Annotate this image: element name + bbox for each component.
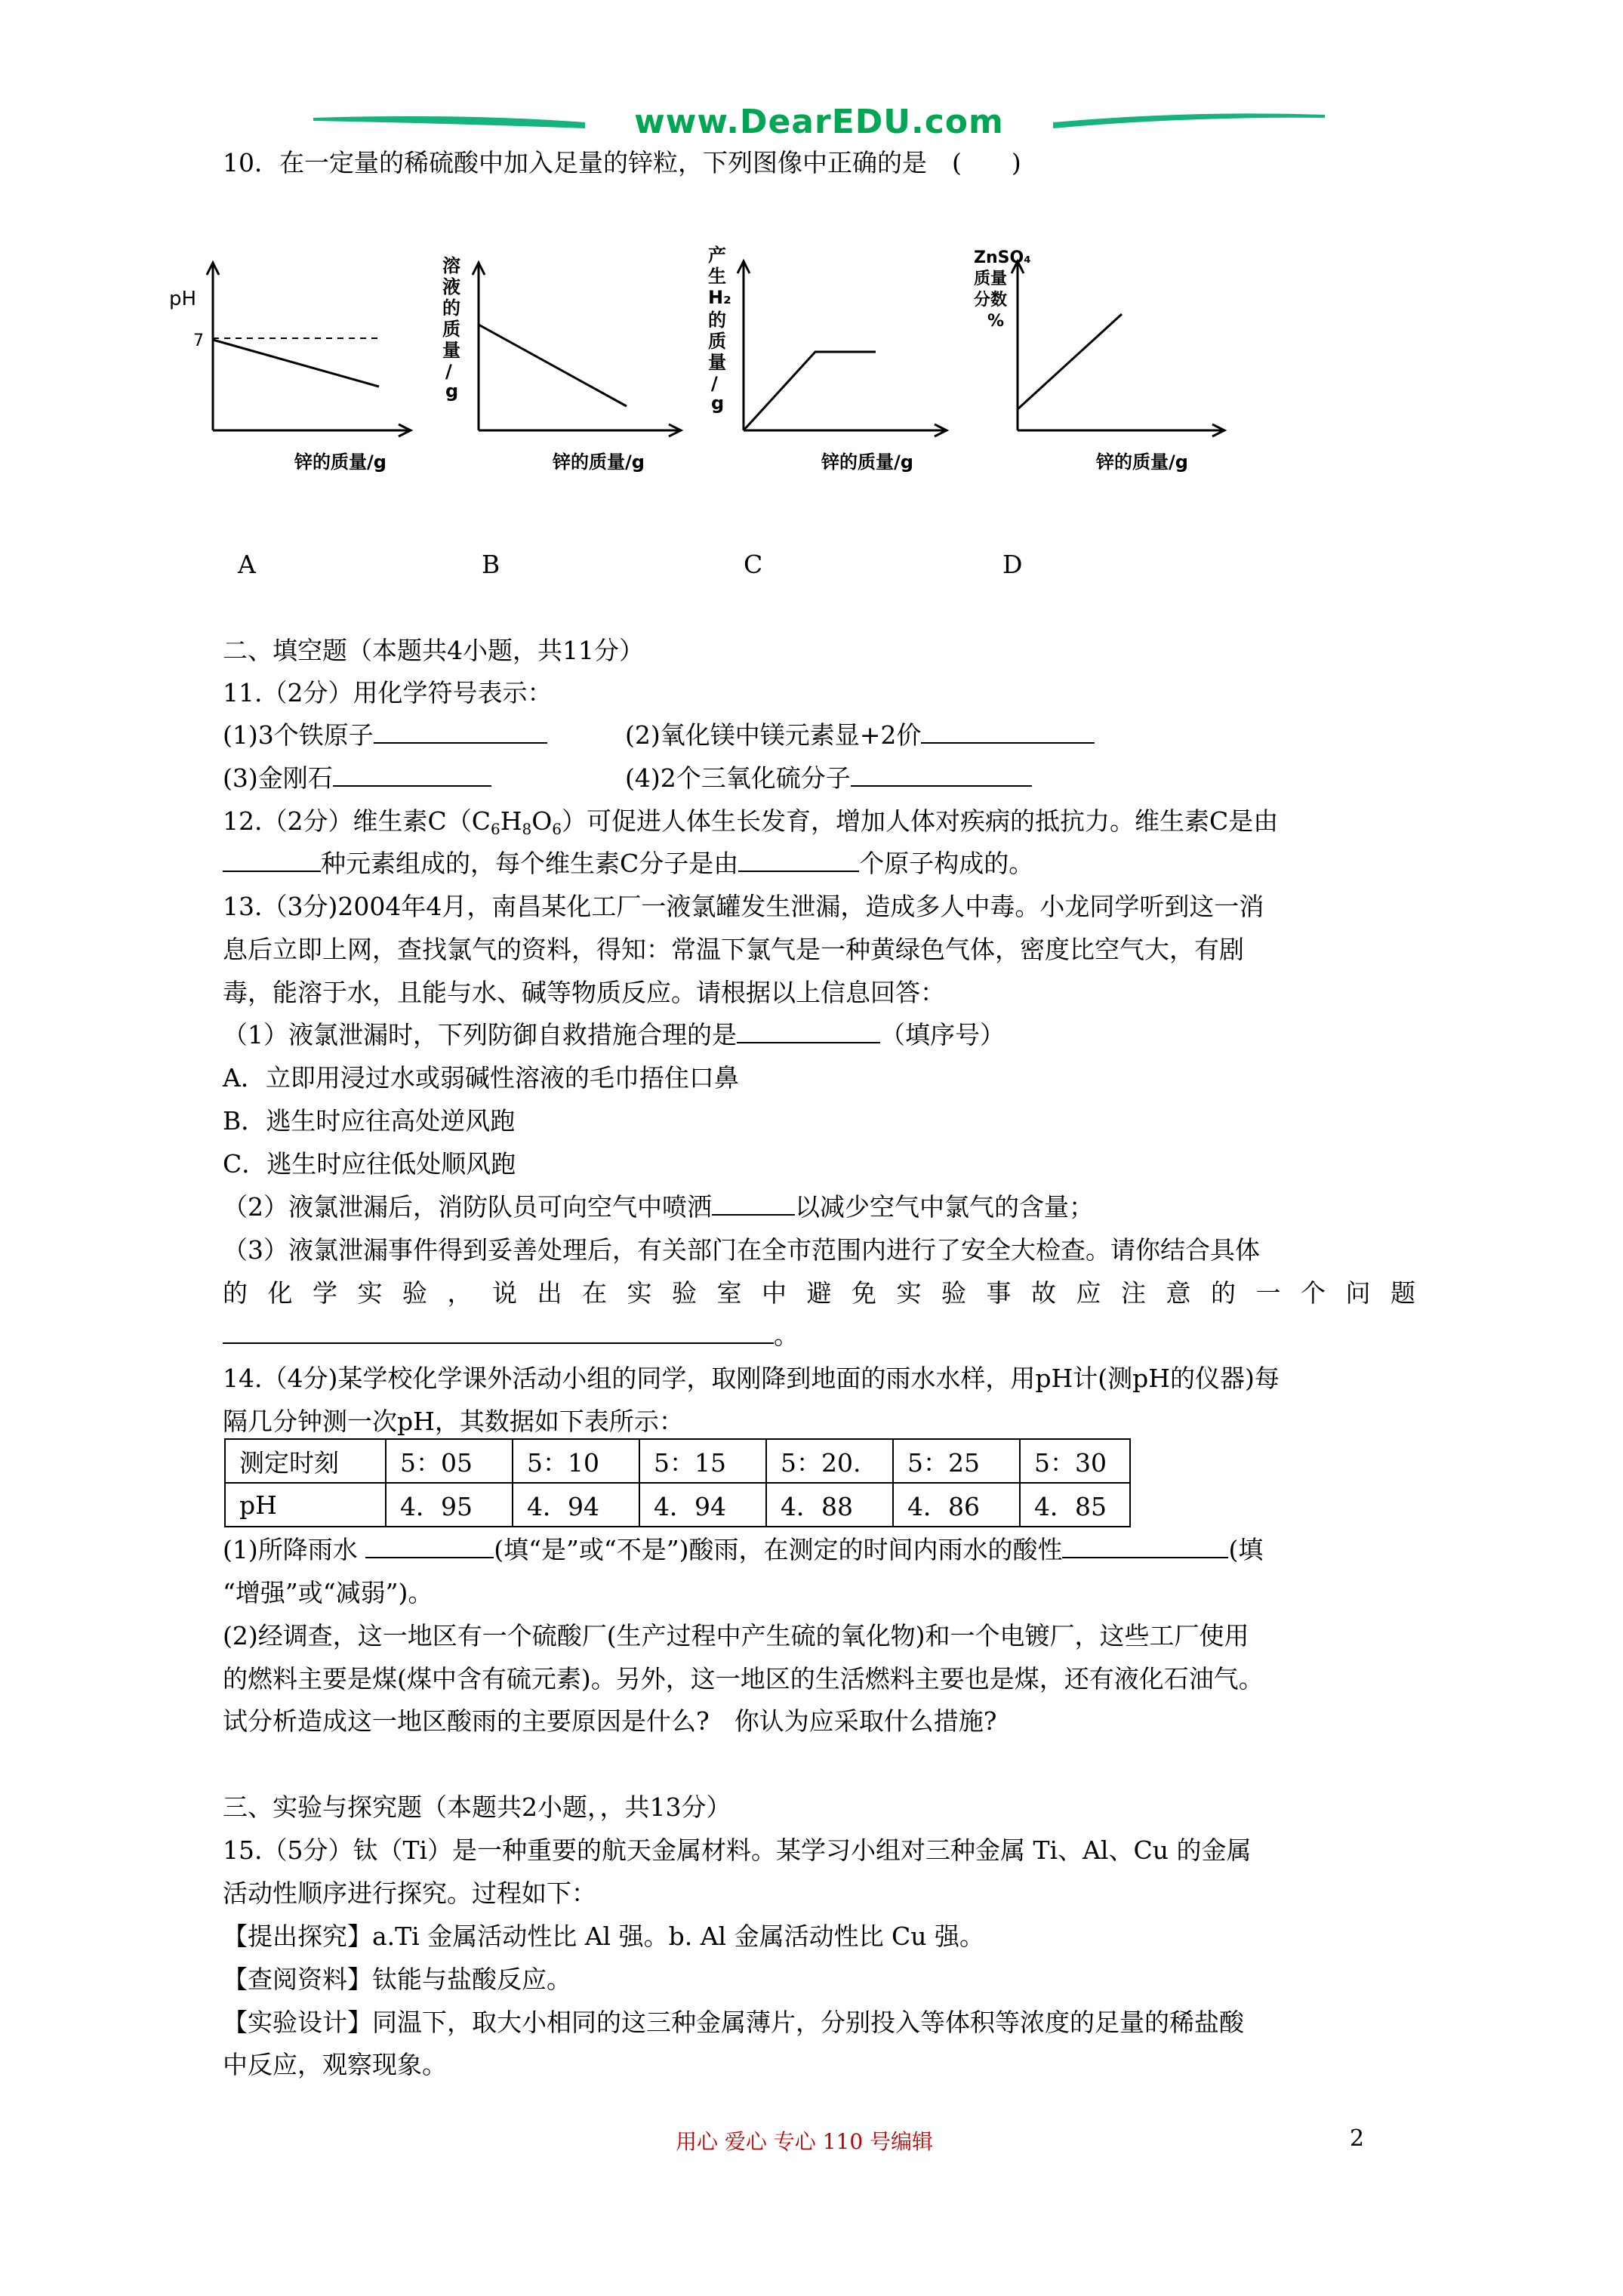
table-cell: 4．95 — [386, 1483, 513, 1527]
q11-item2: (2)氧化镁中镁元素显+2价 — [625, 716, 1095, 751]
chart-b-ylabel-5: 量 — [442, 340, 460, 361]
chart-c-ylabel-8: g — [711, 393, 725, 414]
q11-blank2[interactable] — [921, 720, 1095, 744]
q11-item1: (1)3个铁原子 — [223, 716, 547, 751]
page-number: 2 — [1350, 2125, 1365, 2152]
q13-blank1[interactable] — [737, 1019, 880, 1043]
q13-option-c: C．逃生时应往低处顺风跑 — [223, 1149, 516, 1179]
chart-a-tick-7: 7 — [193, 331, 204, 350]
table-cell: 4．88 — [766, 1483, 893, 1527]
q14-part2-line1: (2)经调查，这一地区有一个硫酸厂(生产过程中产生硫的氧化物)和一个电镀厂，这些工厂使用 — [223, 1621, 1249, 1650]
chart-b-ylabel-6: / — [445, 361, 452, 382]
table-cell: 5：15 — [639, 1439, 766, 1483]
chart-d-ylabel-3: 分数 — [974, 291, 1008, 310]
table-cell: pH — [225, 1483, 386, 1527]
section3-title: 三、实验与探究题（本题共2小题，，共13分） — [223, 1792, 731, 1822]
q15-line5: 【实验设计】同温下，取大小相同的这三种金属薄片，分别投入等体积等浓度的足量的稀盐酸 — [223, 2008, 1244, 2037]
table-cell: 5：05 — [386, 1439, 513, 1483]
q15-line1: 15.（5分）钛（Ti）是一种重要的航天金属材料。某学习小组对三种金属 Ti、Al、Cu 的金属 — [223, 1835, 1252, 1865]
chart-c-ylabel-2: 生 — [708, 266, 726, 287]
chart-c — [702, 242, 959, 491]
chart-c-ylabel-1: 产 — [708, 245, 726, 266]
q13-option-b: B．逃生时应往高处逆风跑 — [223, 1106, 516, 1136]
chart-b-ylabel-4: 质 — [442, 319, 460, 340]
q12-blank2[interactable] — [738, 848, 859, 872]
q15-line6: 中反应，观察现象。 — [223, 2050, 447, 2079]
q11-blank3[interactable] — [333, 763, 491, 787]
chart-d-ylabel-1: ZnSO₄ — [974, 248, 1031, 267]
q15-line4: 【查阅资料】钛能与盐酸反应。 — [223, 1965, 571, 1994]
q15-line3: 【提出探究】a.Ti 金属活动性比 Al 强。b. Al 金属活动性比 Cu 强。 — [223, 1922, 985, 1951]
table-row — [225, 1483, 1130, 1527]
chart-c-ylabel-5: 质 — [708, 331, 726, 352]
chart-d-ylabel-4: % — [987, 312, 1005, 331]
q14-line1: 14.（4分)某学校化学课外活动小组的同学，取刚降到地面的雨水水样，用pH计(测pH的仪器)每 — [223, 1364, 1280, 1393]
q11-blank4[interactable] — [851, 763, 1032, 787]
q14-blank2[interactable] — [1062, 1534, 1228, 1558]
q12-blank1[interactable] — [223, 848, 321, 872]
q10-stem: 10．在一定量的稀硫酸中加入足量的锌粒，下列图像中正确的是 ( ) — [223, 148, 1021, 177]
q13-part1: （1）液氯泄漏时，下列防御自救措施合理的是 （填序号） — [223, 1020, 1005, 1049]
footer-slogan: 用心 爱心 专心 110 号编辑 — [676, 2129, 934, 2154]
q14-blank1[interactable] — [365, 1534, 494, 1558]
chart-b — [439, 249, 688, 491]
table-cell: 4．85 — [1020, 1483, 1130, 1527]
chart-b-ylabel-3: 的 — [442, 297, 460, 319]
chart-c-ylabel-6: 量 — [708, 352, 726, 373]
q11-item3: (3)金刚石 — [223, 759, 491, 794]
q14-part1-line2: “增强”或“减弱”)。 — [223, 1578, 433, 1607]
q12-line1: 12.（2分）维生素C（C6H8O6）可促进人体生长发育，增加人体对疾病的抵抗力。维生素C是由 — [223, 806, 1279, 838]
table-cell: 5：25 — [893, 1439, 1020, 1483]
table-cell: 5：10 — [513, 1439, 639, 1483]
q14-part2-line3: 试分析造成这一地区酸雨的主要原因是什么? 你认为应采取什么措施? — [223, 1706, 997, 1736]
chart-b-ylabel-7: g — [445, 381, 459, 402]
q13-line2: 息后立即上网，查找氯气的资料，得知：常温下氯气是一种黄绿色气体，密度比空气大，有剧 — [223, 935, 1244, 964]
table-cell: 5：30 — [1020, 1439, 1130, 1483]
choice-b: B — [482, 550, 500, 579]
table-cell: 4．94 — [639, 1483, 766, 1527]
chart-c-xlabel: 锌的质量/g — [821, 451, 913, 473]
table-cell: 4．94 — [513, 1483, 639, 1527]
chart-a-ylabel: pH — [169, 288, 197, 310]
chart-c-ylabel-4: 的 — [708, 310, 726, 331]
site-brand: www.DearEDU.com — [634, 103, 1004, 141]
q13-part3-line2: 的化学实验，说出在实验室中避免实验事故应注意的一个问题 — [223, 1278, 1415, 1308]
choice-d: D — [1002, 550, 1023, 579]
q13-option-a: A．立即用浸过水或弱碱性溶液的毛巾捂住口鼻 — [223, 1063, 739, 1093]
section2-title: 二、填空题（本题共4小题，共11分） — [223, 636, 644, 665]
chart-d — [974, 242, 1246, 491]
q13-blank2[interactable] — [712, 1191, 795, 1216]
chart-a-xlabel: 锌的质量/g — [294, 451, 387, 473]
chart-c-ylabel-7: / — [711, 373, 718, 394]
chart-b-ylabel-2: 液 — [442, 276, 460, 297]
q14-part1: (1)所降雨水 (填“是”或“不是”)酸雨，在测定的时间内雨水的酸性 (填 — [223, 1535, 1264, 1564]
q15-line2: 活动性顺序进行探究。过程如下： — [223, 1878, 596, 1908]
choice-a: A — [238, 550, 256, 579]
chart-b-ylabel-1: 溶 — [442, 255, 460, 276]
chart-a — [168, 249, 417, 491]
q13-part3-line1: （3）液氯泄漏事件得到妥善处理后，有关部门在全市范围内进行了安全大检查。请你结合具体 — [223, 1235, 1260, 1265]
q13-blank3[interactable] — [223, 1320, 774, 1344]
chart-c-ylabel-3: H₂ — [708, 287, 731, 308]
header-banner — [313, 103, 1325, 148]
table-cell: 测定时刻 — [225, 1439, 386, 1483]
q14-line2: 隔几分钟测一次pH，其数据如下表所示： — [223, 1407, 684, 1436]
q11-stem: 11.（2分）用化学符号表示： — [223, 678, 553, 707]
chart-d-xlabel: 锌的质量/g — [1096, 451, 1188, 473]
table-row — [225, 1439, 1130, 1483]
q13-part3-line3: 。 — [223, 1316, 799, 1351]
q11-blank1[interactable] — [374, 720, 547, 744]
q12-line2: 种元素组成的，每个维生素C分子是由 个原子构成的。 — [223, 844, 1033, 880]
q13-line1: 13.（3分)2004年4月，南昌某化工厂一液氯罐发生泄漏，造成多人中毒。小龙同学听到这一消 — [223, 892, 1264, 921]
table-cell: 5：20. — [766, 1439, 893, 1483]
ph-table — [224, 1438, 1131, 1527]
choice-c: C — [744, 550, 763, 579]
q11-item4: (4)2个三氧化硫分子 — [625, 759, 1032, 794]
q13-part2: （2）液氯泄漏后，消防队员可向空气中喷洒 以减少空气中氯气的含量； — [223, 1192, 1094, 1222]
q13-line3: 毒，能溶于水，且能与水、碱等物质反应。请根据以上信息回答： — [223, 978, 945, 1007]
q14-part2-line2: 的燃料主要是煤(煤中含有硫元素)。另外，这一地区的生活燃料主要也是煤，还有液化石油气。 — [223, 1664, 1264, 1693]
chart-b-xlabel: 锌的质量/g — [553, 451, 645, 473]
chart-d-ylabel-2: 质量 — [974, 270, 1008, 288]
table-cell: 4．86 — [893, 1483, 1020, 1527]
